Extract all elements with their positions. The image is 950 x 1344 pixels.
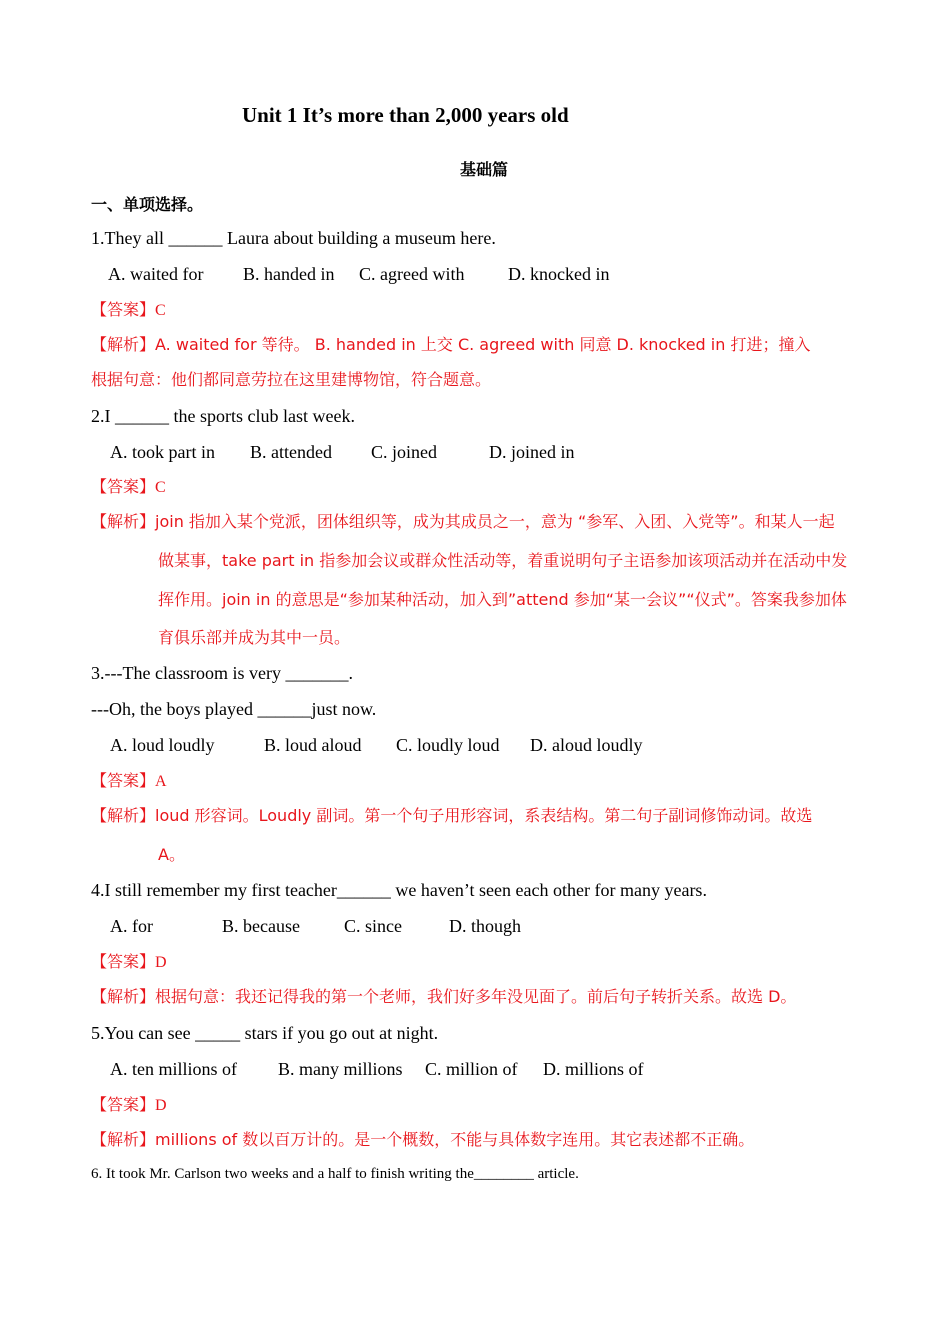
page-title: Unit 1 It’s more than 2,000 years old — [242, 103, 569, 127]
analysis-label: 【解析】 — [91, 1130, 156, 1149]
answer-label: 【答案】 — [91, 952, 156, 971]
q2-option-d: D. joined in — [489, 442, 575, 462]
answer-value: C — [155, 302, 166, 319]
answer-label: 【答案】 — [91, 771, 156, 790]
q5-option-d: D. millions of — [543, 1059, 644, 1079]
q3-option-c: C. loudly loud — [396, 735, 500, 755]
q2-analysis-line4: 育俱乐部并成为其中一员。 — [158, 628, 351, 647]
q1-option-c: C. agreed with — [359, 264, 465, 284]
q1-answer — [91, 299, 166, 322]
answer-value: C — [155, 479, 166, 496]
answer-label: 【答案】 — [91, 300, 156, 319]
q1-option-a: A. waited for — [108, 264, 204, 284]
analysis-label: 【解析】 — [91, 987, 156, 1006]
q5-option-a: A. ten millions of — [110, 1059, 237, 1079]
q3-option-a: A. loud loudly — [110, 735, 215, 755]
q3-option-d: D. aloud loudly — [530, 735, 643, 755]
q3-stem: 3.---The classroom is very _______. — [91, 663, 353, 683]
q3-stem-reply: ---Oh, the boys played ______just now. — [91, 699, 377, 719]
q6-stem: 6. It took Mr. Carlson two weeks and a half to finish writing the________ article. — [91, 1166, 579, 1182]
q3-answer — [91, 770, 167, 793]
q4-options — [0, 914, 950, 938]
analysis-text: join 指加入某个党派，团体组织等，成为其成员之一，意为 “参军、入团、入党等”。和某人一起 — [155, 512, 835, 531]
q5-option-c: C. million of — [425, 1059, 518, 1079]
q4-option-c: C. since — [344, 916, 402, 936]
q3-option-b: B. loud aloud — [264, 735, 362, 755]
q3-analysis-line2: A。 — [158, 845, 185, 864]
q4-option-d: D. though — [449, 916, 521, 936]
q3-analysis — [91, 805, 812, 827]
page-subtitle: 基础篇 — [460, 160, 509, 179]
answer-value: D — [155, 1097, 167, 1114]
q4-option-b: B. because — [222, 916, 300, 936]
q2-answer — [91, 476, 166, 499]
q5-analysis — [91, 1129, 754, 1151]
q5-options — [0, 1057, 950, 1081]
q1-stem: 1.They all ______ Laura about building a museum here. — [91, 228, 496, 248]
q4-stem: 4.I still remember my first teacher______ we haven’t seen each other for many years. — [91, 880, 707, 900]
analysis-label: 【解析】 — [91, 512, 156, 531]
q1-analysis — [91, 334, 810, 356]
q1-option-b: B. handed in — [243, 264, 335, 284]
q1-analysis-line2: 根据句意：他们都同意劳拉在这里建博物馆，符合题意。 — [91, 370, 492, 389]
q2-stem: 2.I ______ the sports club last week. — [91, 406, 355, 426]
q2-option-c: C. joined — [371, 442, 437, 462]
q2-option-b: B. attended — [250, 442, 332, 462]
analysis-label: 【解析】 — [91, 335, 156, 354]
q5-stem: 5.You can see _____ stars if you go out at night. — [91, 1023, 439, 1043]
answer-value: A — [155, 773, 167, 790]
answer-label: 【答案】 — [91, 477, 156, 496]
analysis-text: A. waited for 等待。 B. handed in 上交 C. agreed with 同意 D. knocked in 打进；撞入 — [155, 335, 811, 354]
q3-options — [0, 733, 950, 757]
q4-option-a: A. for — [110, 916, 153, 936]
section-heading: 一、单项选择。 — [91, 195, 204, 214]
q4-answer — [91, 951, 167, 974]
q2-options — [0, 440, 950, 464]
analysis-text: loud 形容词。Loudly 副词。第一个句子用形容词，系表结构。第二句子副词修饰动词。故选 — [155, 806, 813, 825]
q1-options — [0, 262, 950, 286]
q4-analysis — [91, 986, 796, 1008]
q2-analysis-line3: 挥作用。join in 的意思是“参加某种活动，加入到”attend 参加“某一会议”“仪式”。答案我参加体 — [158, 590, 847, 609]
q2-analysis-line2: 做某事，take part in 指参加会议或群众性活动等，着重说明句子主语参加该项活动并在活动中发 — [158, 551, 848, 570]
q2-analysis — [91, 511, 835, 533]
q1-option-d: D. knocked in — [508, 264, 610, 284]
analysis-text: millions of 数以百万计的。是一个概数，不能与具体数字连用。其它表述都不正确。 — [155, 1130, 755, 1149]
analysis-text: 根据句意：我还记得我的第一个老师，我们好多年没见面了。前后句子转折关系。故选 D。 — [155, 987, 797, 1006]
answer-label: 【答案】 — [91, 1095, 156, 1114]
analysis-label: 【解析】 — [91, 806, 156, 825]
q2-option-a: A. took part in — [110, 442, 215, 462]
q5-option-b: B. many millions — [278, 1059, 403, 1079]
answer-value: D — [155, 954, 167, 971]
q5-answer — [91, 1094, 167, 1117]
